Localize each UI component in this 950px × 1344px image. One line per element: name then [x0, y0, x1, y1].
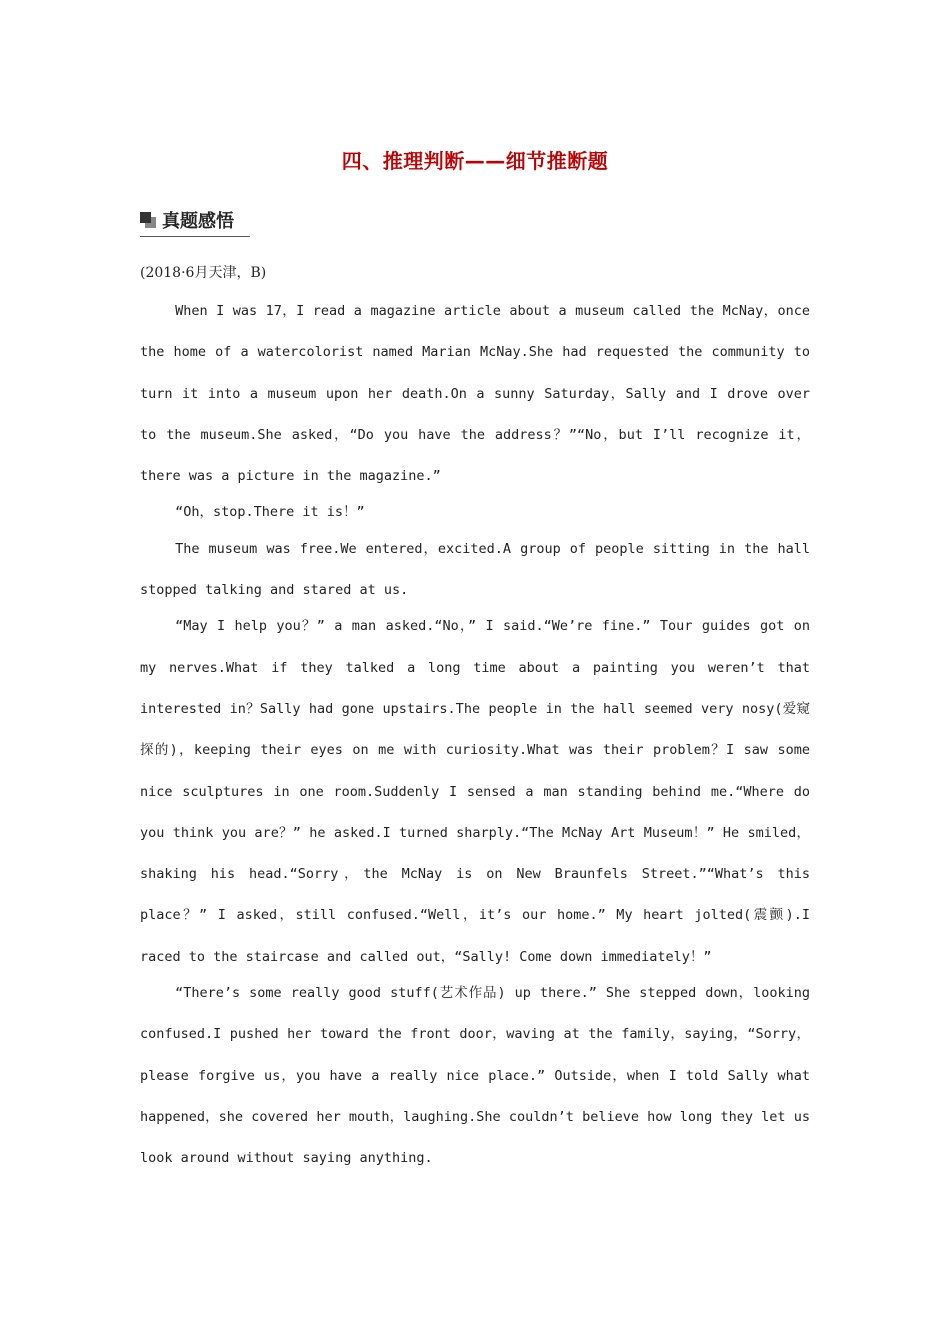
- passage-paragraph-2: “Oh，stop.There it is！”: [175, 504, 365, 521]
- passage-paragraph-1: When I was 17，I read a magazine article about a museum called the McNay，once the home of a watercolorist named Marian McNay.She had requested the community to turn it into a museum upon her death.On a sunny Saturday，Sally and I drove over to the museum.She asked，“Do you have the address？”“No，but I’ll recognize it，there was a picture in the magazine.”: [140, 303, 810, 485]
- passage-body: [140, 291, 810, 1175]
- passage-paragraph-5: “There’s some really good stuff(艺术作品) up there.” She stepped down，looking confused.I pushed her toward the front door，waving at the family，saying，“Sorry，please forgive us，you have a really nice place.” Outside，when I told Sally what happened，she covered her mouth，laughing.She couldn’t believe how long they let us look around without saying anything.: [140, 985, 810, 1167]
- section-label: 真题感悟: [162, 211, 234, 232]
- question-source: (2018·6月天津，B): [140, 265, 267, 281]
- passage-paragraph-4: “May I help you？” a man asked.“No，” I said.“We’re fine.” Tour guides got on my nerves.What if they talked a long time about a painting you weren’t that interested in？Sally had gone upstairs.The people in the hall seemed very nosy(爱窥探的)，keeping their eyes on me with curiosity.What was their problem？I saw some nice sculptures in one room.Suddenly I sensed a man standing behind me.“Where do you think you are？” he asked.I turned sharply.“The McNay Art Museum！” He smiled，shaking his head.“Sorry，the McNay is on New Braunfels Street.”“What’s this place？” I asked，still confused.“Well，it’s our home.” My heart jolted(震颤).I raced to the staircase and called out，“Sally! Come down immediately！”: [140, 618, 810, 965]
- page-title: 四、推理判断——细节推断题: [341, 149, 609, 173]
- passage-paragraph-3: The museum was free.We entered，excited.A group of people sitting in the hall stopped talking and stared at us.: [140, 540, 810, 599]
- section-header: [140, 207, 250, 237]
- section-marker-icon: [140, 212, 156, 228]
